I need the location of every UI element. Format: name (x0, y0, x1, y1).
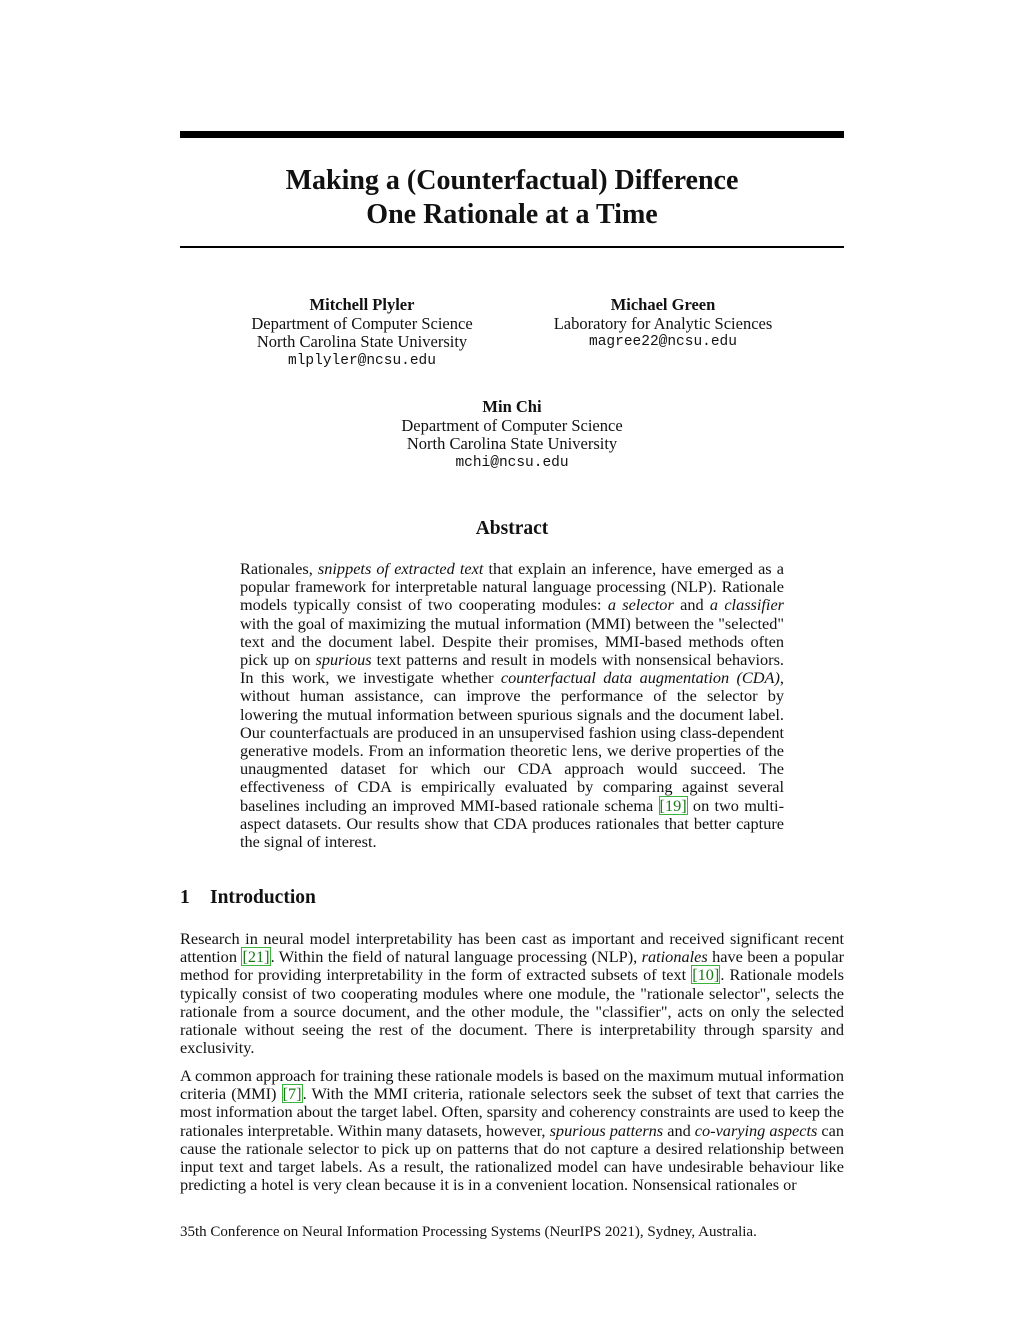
author-block-1 (230, 296, 494, 370)
abstract-heading: Abstract (475, 518, 549, 539)
section-heading-introduction (180, 887, 316, 909)
abstract-emphasis: snippets of extracted text (317, 559, 484, 578)
paragraph-text-run: . With the MMI criteria, rationale selectors seek the subset of text that carries the most information about the target label. Often, sparsity and coherency constraints are used to keep the rationales interpretable. Within many datasets, however, (180, 1084, 844, 1140)
author-block-2 (530, 296, 796, 352)
conference-footnote: 35th Conference on Neural Information Processing Systems (NeurIPS 2021), Sydney, Australia. (180, 1224, 757, 1240)
abstract-emphasis: spurious (315, 650, 372, 670)
title-line-1: Making a (Counterfactual) Difference (285, 165, 739, 196)
author-affiliation: North Carolina State University (256, 332, 468, 351)
abstract-emphasis: a selector (607, 595, 674, 615)
citation-link-7[interactable]: [7] (282, 1084, 302, 1104)
abstract-emphasis: counterfactual data augmentation (CDA) (500, 668, 780, 688)
paragraph-emphasis: rationales (641, 947, 708, 967)
author-email: mlplyler@ncsu.edu (288, 352, 436, 369)
title-line-2: One Rationale at a Time (366, 199, 658, 230)
abstract-text-run: with the goal of maximizing the mutual information (MMI) between the "selected" text and the document label. Despite their promises, MMI-based methods often pick up on (240, 613, 784, 670)
abstract-text-run: on two multi-aspect datasets. Our results show that CDA produces rationales that better capture the signal of interest. (240, 795, 784, 852)
author-block-3 (380, 398, 644, 472)
abstract-text-run: and (673, 595, 710, 615)
paragraph-text-run: . Within the field of natural language processing (NLP), (270, 947, 642, 967)
author-email: magree22@ncsu.edu (589, 334, 737, 350)
abstract-text (240, 560, 784, 851)
abstract-text-run: Rationales, (240, 559, 318, 578)
paragraph-emphasis: co-varying aspects (694, 1120, 818, 1140)
abstract-text-run: , without human assistance, can improve the performance of the selector by lowering the mutual information between spurious signals and the document label. Our counterfactuals are produced in an unsupervised fashion using class-dependent generative models. From an information theoretic lens, we derive properties of the unaugmented dataset for which our CDA approach would succeed. The effectiveness of CDA is empirically evaluated by comparing against several baselines including an improved MMI-based rationale schema (240, 668, 784, 815)
paragraph-text-run: have been a popular method for providing interpretability in the form of extracted subsets of text (180, 947, 844, 985)
abstract-text-run: text patterns and result in models with nonsensical behaviors. In this work, we investigate whether (240, 650, 784, 688)
paragraph-emphasis: spurious patterns (549, 1120, 664, 1140)
paragraph-text-run: A common approach for training these rationale models is based on the maximum mutual information criteria (MMI) (180, 1066, 844, 1104)
intro-paragraph-2 (180, 1067, 844, 1194)
title-top-rule (180, 131, 844, 138)
section-number: 1 (180, 887, 190, 908)
abstract-text-run: that explain an inference, have emerged as a popular framework for interpretable natural language processing (NLP). Rationale models typically consist of two cooperating modules: (240, 559, 784, 615)
citation-link-19[interactable]: [19] (659, 795, 687, 815)
paragraph-text-run: can cause the rationale selector to pick up on patterns that do not capture a desired relationship between input text and target labels. As a result, the rationalized model can have undesirable behaviour like predicting a hotel is very clean because it is in a convenient location. Nonsensical rationales or (180, 1120, 844, 1195)
section-title: Introduction (210, 887, 316, 908)
author-name: Michael Green (610, 295, 716, 314)
author-name: Mitchell Plyler (309, 295, 415, 314)
author-email: mchi@ncsu.edu (455, 454, 569, 471)
abstract-emphasis: a classifier (709, 595, 785, 615)
title-bottom-rule (180, 246, 844, 248)
paragraph-text-run: and (663, 1120, 695, 1140)
author-affiliation: North Carolina State University (406, 434, 618, 453)
citation-link-21[interactable]: [21] (242, 947, 270, 967)
author-affiliation: Department of Computer Science (251, 313, 473, 333)
paragraph-text-run: Research in neural model interpretability has been cast as important and received significant recent attention (180, 929, 844, 967)
author-affiliation: Laboratory for Analytic Sciences (553, 313, 773, 333)
intro-paragraph-1 (180, 930, 844, 1057)
author-name: Min Chi (482, 397, 542, 416)
author-affiliation: Department of Computer Science (401, 415, 623, 435)
paragraph-text-run: . Rationale models typically consist of two cooperating modules where one module, the "rationale selector", selects the rationale from a source document, and the other module, the "classifier", acts on only the selected rationale without seeing the rest of the document. There is interpretability through sparsity and exclusivity. (180, 965, 844, 1058)
paper-title (180, 164, 844, 232)
citation-link-10[interactable]: [10] (692, 965, 720, 985)
